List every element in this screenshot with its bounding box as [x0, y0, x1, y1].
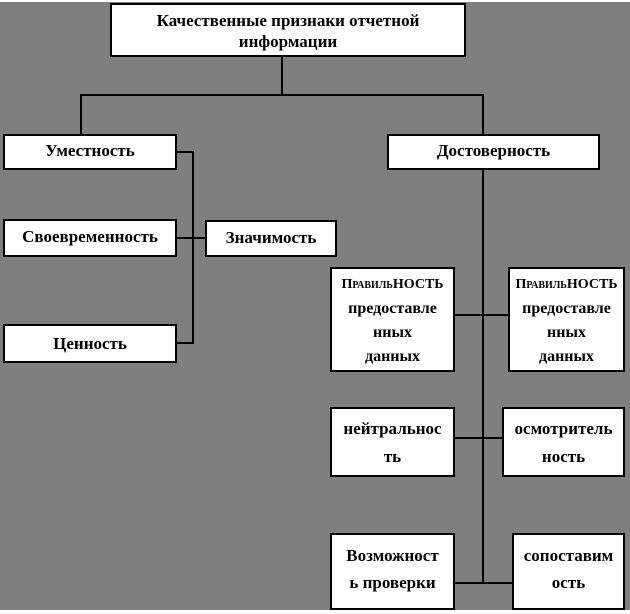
node-text-line: осмотритель	[514, 419, 613, 438]
node-text-line: Возможност	[346, 546, 439, 565]
node-text-line: ость	[551, 573, 586, 592]
node-pravilnost-dannyh-left	[330, 267, 455, 372]
node-text-line: ь проверки	[349, 573, 436, 592]
connector-neytralnost-osmotritelnost-stub	[455, 437, 502, 439]
connector-top-horizontal	[80, 94, 484, 96]
node-text-line: предоставле	[348, 300, 437, 317]
connector-left-branch-vertical	[192, 151, 194, 344]
node-text-line: Уместность	[45, 141, 135, 160]
connector-pravilnost-stub	[455, 314, 508, 316]
node-text-line: ть	[383, 447, 402, 466]
node-neytralnost	[330, 407, 455, 477]
connector-umestnost-drop	[80, 94, 82, 134]
node-text-line: нных	[373, 324, 412, 341]
node-osmotritelnost	[502, 407, 625, 477]
node-sopostavimost	[512, 533, 625, 610]
node-qualitative-characteristics-title	[110, 3, 466, 57]
node-cennost	[3, 324, 177, 363]
connector-right-branch-vertical	[482, 170, 484, 584]
node-text-line: ПравильНОСТЬ	[341, 277, 444, 292]
connector-root-drop	[281, 57, 283, 96]
node-vozmozhnost-proverki	[330, 533, 455, 610]
node-text-line: Качественные признаки отчетной	[156, 11, 420, 30]
connector-dostovernost-drop	[482, 94, 484, 134]
node-text-line: Достоверность	[436, 141, 551, 160]
node-text-line: ПравильНОСТЬ	[515, 277, 618, 292]
connector-vozmozhnost-sopostavimost-stub	[455, 582, 512, 584]
node-dostovernost	[387, 134, 600, 170]
node-text-line: Значимость	[225, 228, 317, 247]
node-text-line: информации	[238, 32, 338, 51]
connector-cennost-stub	[177, 342, 194, 344]
connector-svoevremennost-znachimost-stub	[177, 237, 205, 239]
node-text-line: сопоставим	[523, 546, 614, 565]
node-svoevremennost	[3, 219, 177, 257]
node-text-line: нных	[547, 324, 586, 341]
node-text-line: Ценность	[53, 334, 127, 353]
node-text-line: данных	[538, 348, 595, 365]
node-znachimost	[205, 220, 337, 257]
node-text-line: нейтральнос	[343, 419, 442, 438]
node-umestnost	[3, 134, 177, 170]
node-text-line: данных	[364, 348, 421, 365]
node-text-line: ность	[541, 447, 586, 466]
node-pravilnost-dannyh-right	[508, 267, 625, 372]
node-text-line: предоставле	[522, 300, 611, 317]
node-text-line: Своевременность	[22, 227, 158, 246]
